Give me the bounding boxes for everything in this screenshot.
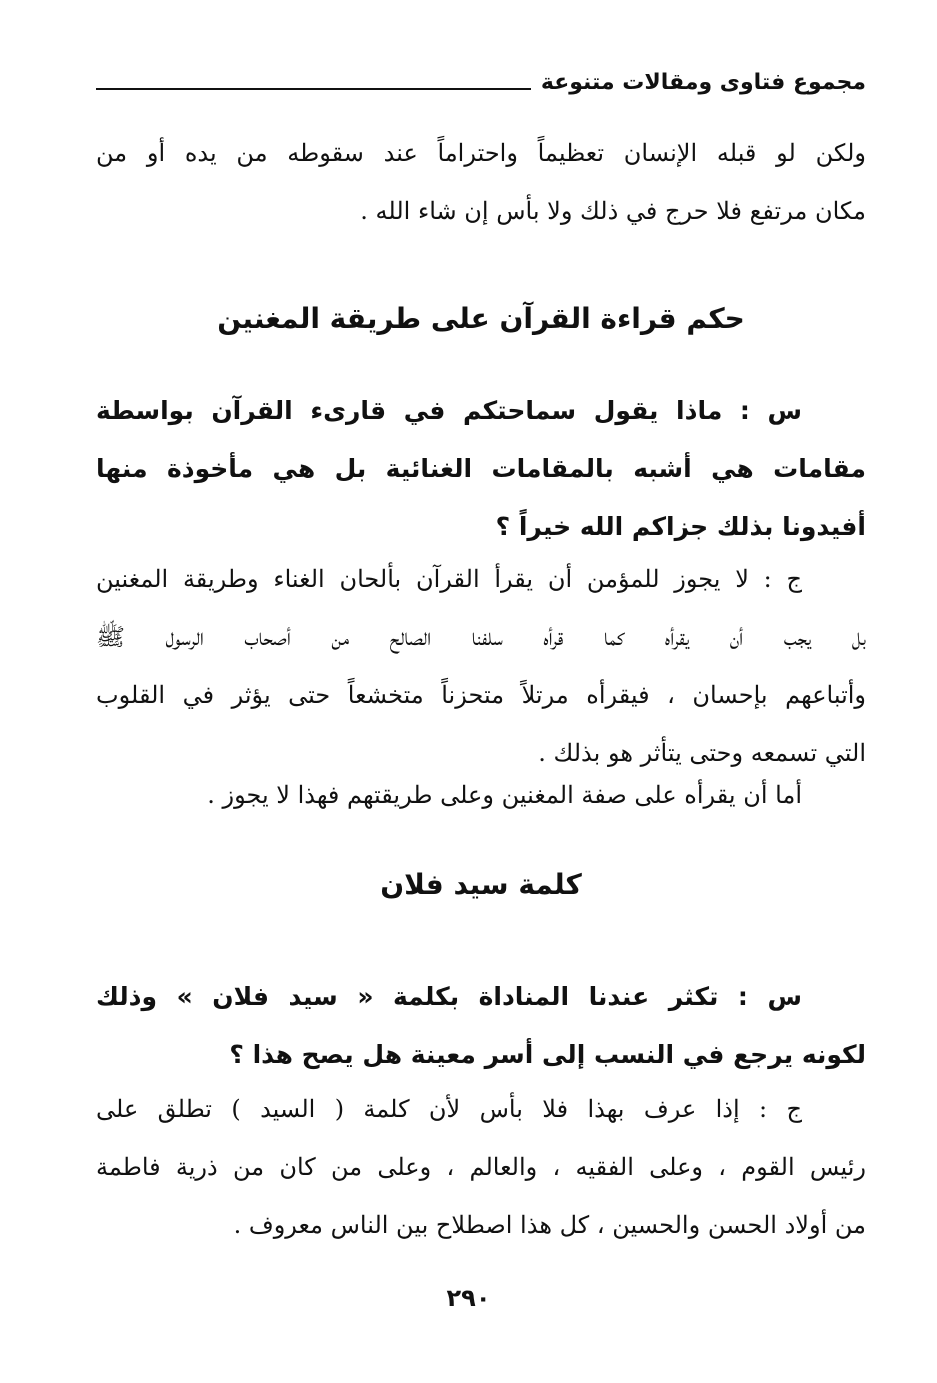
intro-line: مكان مرتفع فلا حرج في ذلك ولا بأس إن شاء الله .	[360, 197, 866, 225]
answer-line: رئيس القوم ، وعلى الفقيه ، والعالم ، وعلى من كان من ذرية فاطمة	[96, 1153, 866, 1181]
question-line: س : ماذا يقول سماحتكم في قارىء القرآن بواسطة	[96, 396, 802, 425]
running-header	[96, 62, 866, 102]
answer-line: ج : إذا عرف بهذا فلا بأس لأن كلمة ( السيد ) تطلق على	[96, 1095, 802, 1123]
answer-line: من أولاد الحسن والحسين ، كل هذا اصطلاح بين الناس معروف .	[233, 1211, 866, 1239]
running-header-title: مجموع فتاوى ومقالات متنوعة	[540, 69, 866, 95]
answer-quran-recitation	[96, 550, 866, 782]
answer-line: التي تسمعه وحتى يتأثر هو بذلك .	[538, 739, 866, 767]
answer-sayyid	[96, 1080, 866, 1254]
answer-line: ج : لا يجوز للمؤمن أن يقرأ القرآن بألحان الغناء وطريقة المغنين	[96, 565, 802, 593]
question-sayyid	[96, 968, 866, 1084]
page-number: ٢٩٠	[446, 1284, 491, 1312]
intro-paragraph	[96, 124, 866, 240]
answer-line: بل يجب أن يقرأه كما قرأه سلفنا الصالح من أصحاب الرسول ﷺ	[96, 623, 866, 651]
question-quran-recitation	[96, 382, 866, 556]
answer-line: وأتباعهم بإحسان ، فيقرأه مرتلاً متحزناً متخشعاً حتى يؤثر في القلوب	[96, 681, 866, 709]
closing-line: أما أن يقرأه على صفة المغنين وعلى طريقتهم فهذا لا يجوز .	[207, 781, 802, 809]
question-line: أفيدونا بذلك جزاكم الله خيراً ؟	[495, 512, 866, 541]
section-heading-quran-recitation: حكم قراءة القرآن على طريقة المغنين	[217, 302, 745, 335]
question-line: لكونه يرجع في النسب إلى أسر معينة هل يصح هذا ؟	[229, 1040, 866, 1069]
closing-line-quran-recitation	[96, 766, 866, 824]
header-rule	[96, 88, 531, 90]
section-heading-sayyid: كلمة سيد فلان	[380, 868, 582, 901]
intro-line: ولكن لو قبله الإنسان تعظيماً واحتراماً عند سقوطه من يده أو من	[96, 139, 866, 167]
question-line: مقامات هي أشبه بالمقامات الغنائية بل هي مأخوذة منها	[96, 454, 866, 483]
question-line: س : تكثر عندنا المناداة بكلمة « سيد فلان » وذلك	[96, 982, 802, 1011]
